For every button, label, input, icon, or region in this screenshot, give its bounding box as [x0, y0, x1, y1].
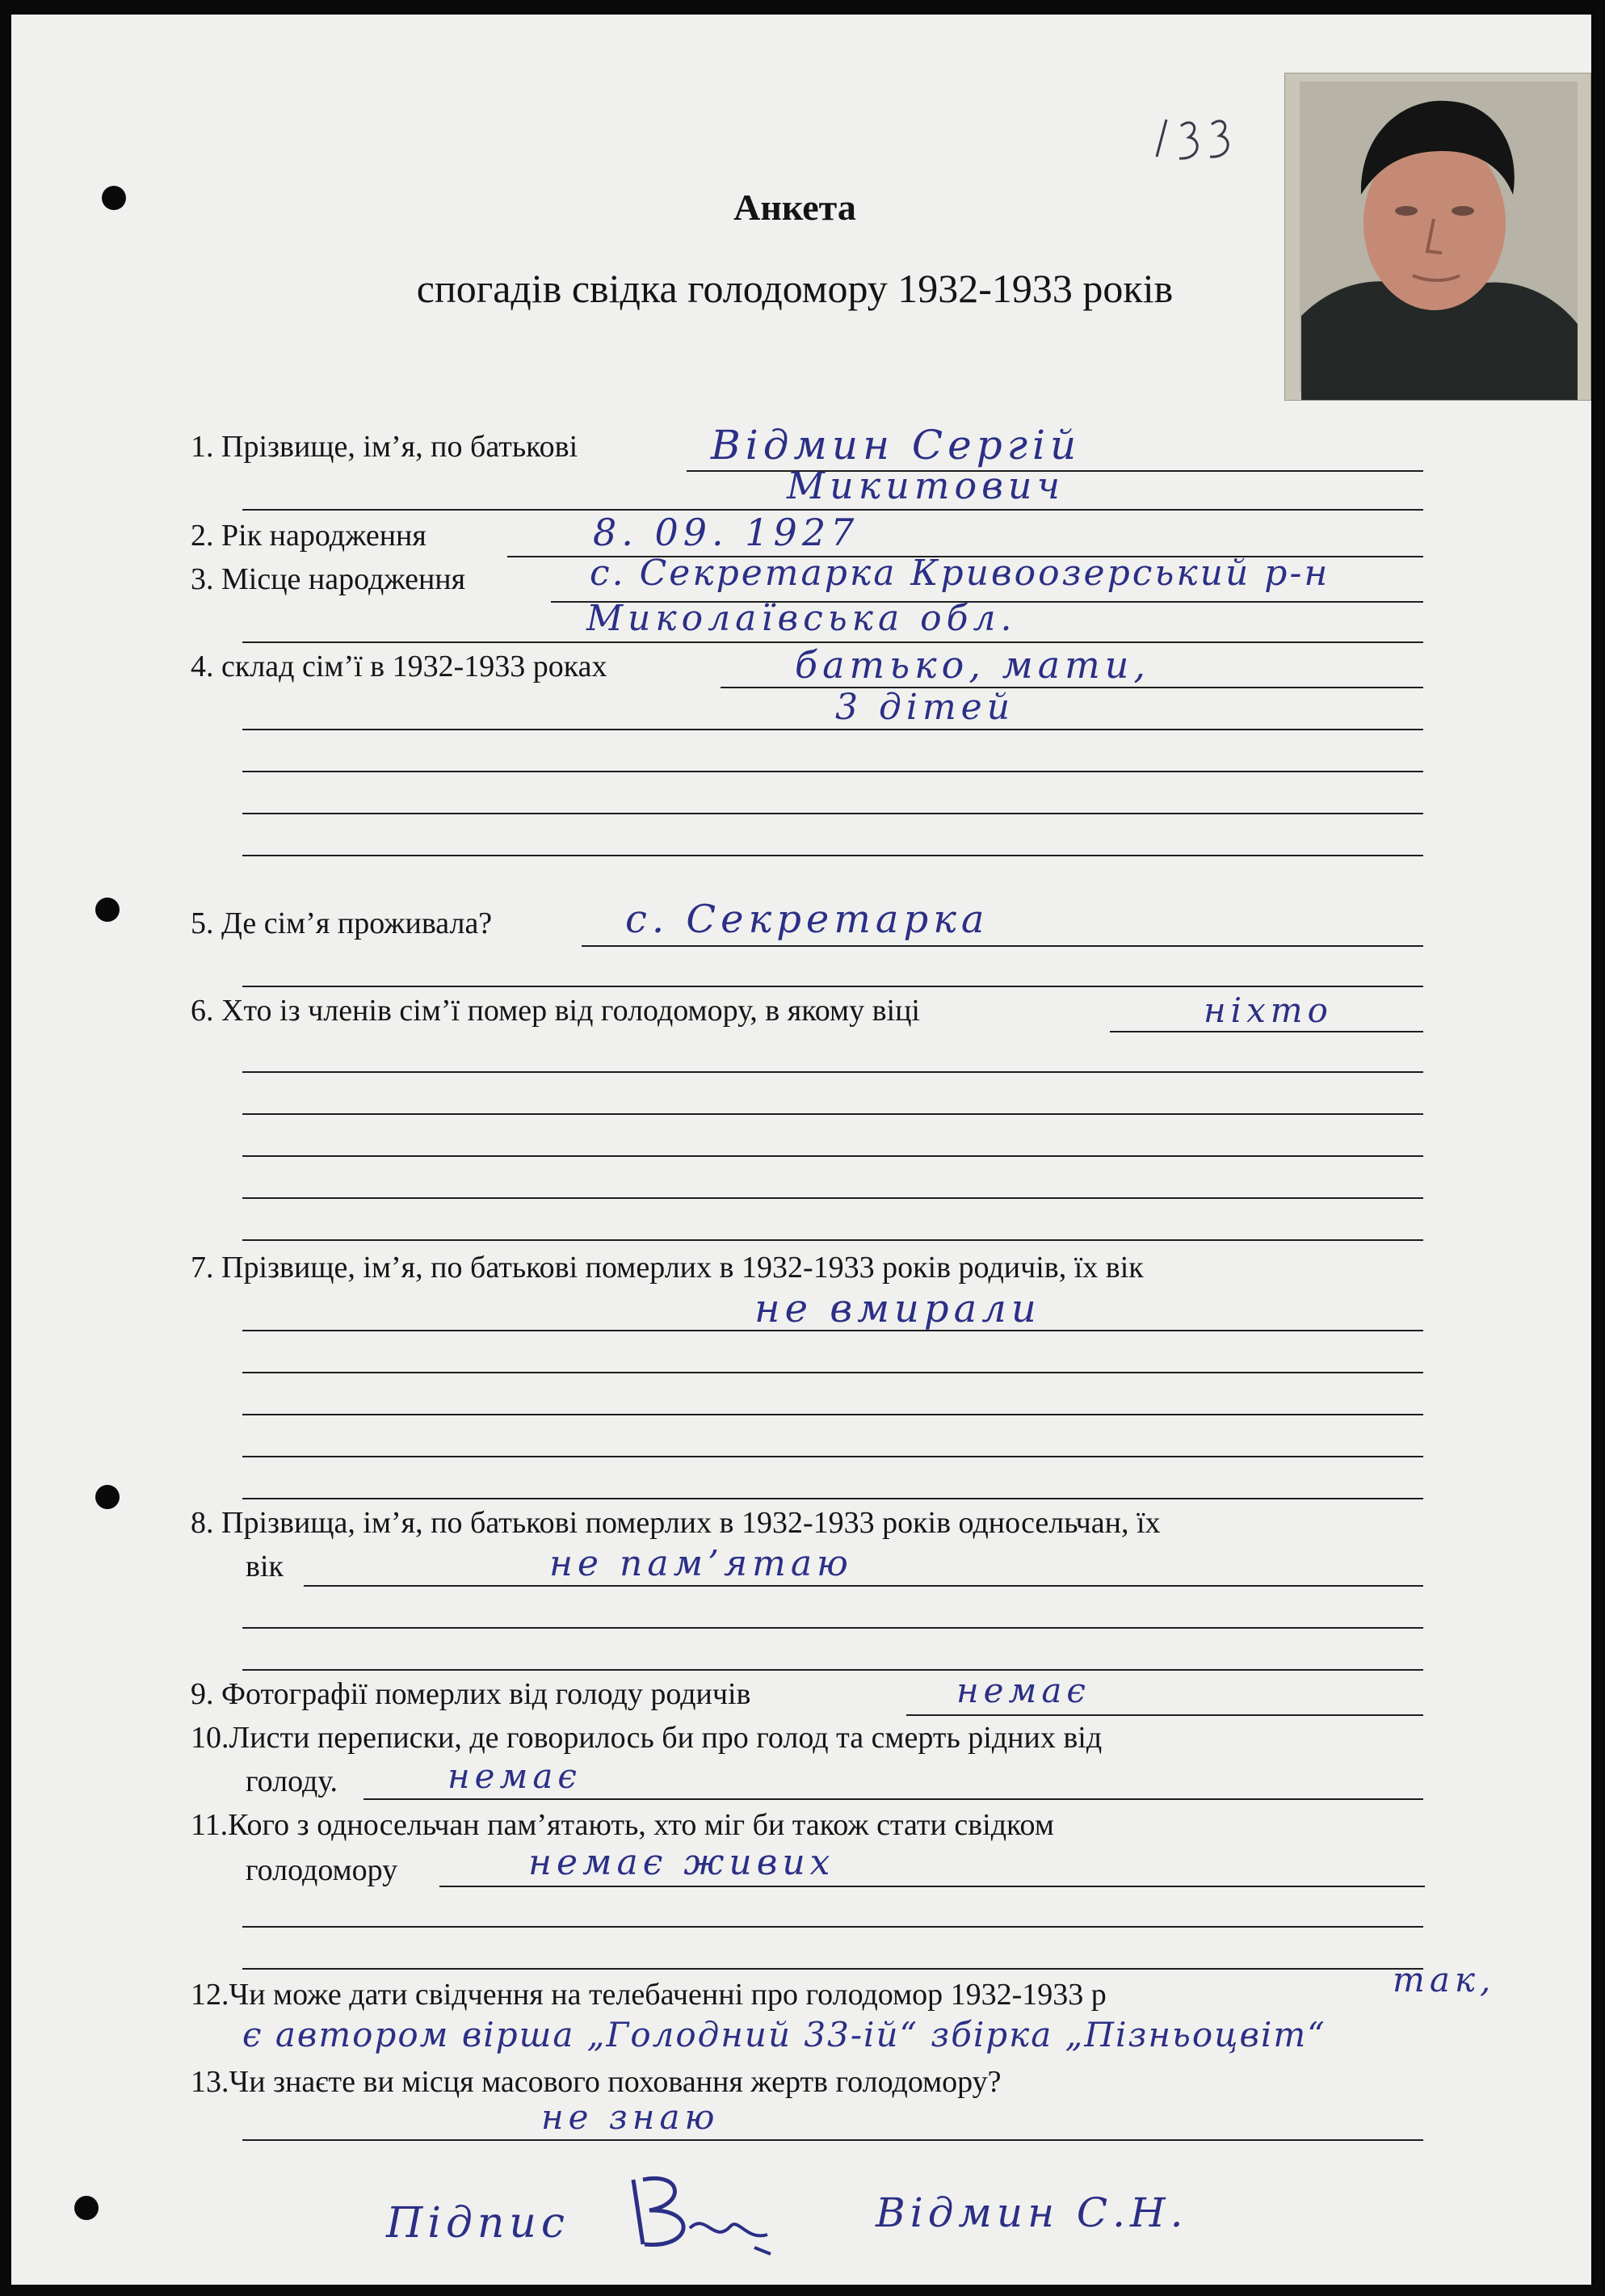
q11-label-cont: голодомору — [246, 1853, 398, 1887]
answer-line — [1110, 1031, 1423, 1032]
q3-label: 3. Місце народження — [191, 562, 466, 596]
answer-line — [242, 1071, 1423, 1073]
q6-label: 6. Хто із членів сім’ї помер від голодомору, в якому віці — [191, 994, 920, 1028]
form-subtitle: спогадів свідка голодомору 1932-1933 років — [416, 266, 1174, 311]
answer-line — [242, 1968, 1423, 1970]
q1-answer-1: Відмин Сергій — [711, 422, 1082, 469]
q13-answer: не знаю — [541, 2097, 720, 2137]
answer-line — [242, 1414, 1423, 1415]
q12-label: 12.Чи може дати свідчення на телебаченні про голодомор 1932-1933 р — [191, 1978, 1107, 2012]
q13-label: 13.Чи знаєте ви місця масового поховання жертв голодомору? — [191, 2065, 1002, 2099]
q12-answer-2: є автором вірша „Голодний 33-ій“ збірка „Пізньоцвіт“ — [242, 2015, 1326, 2054]
q12-answer-1: так, — [1393, 1960, 1496, 2000]
q4-answer-2: 3 дітей — [835, 687, 1015, 728]
punch-hole — [95, 1485, 120, 1509]
q7-label: 7. Прізвище, ім’я, по батькові померлих в 1932-1933 років родичів, їх вік — [191, 1251, 1144, 1285]
witness-photo — [1284, 73, 1591, 401]
answer-line — [721, 687, 1423, 688]
answer-line — [242, 1498, 1423, 1499]
q2-answer: 8. 09. 1927 — [593, 511, 859, 554]
answer-line — [242, 2139, 1423, 2141]
form-title: Анкета — [733, 187, 856, 228]
signature-mark — [609, 2164, 779, 2260]
answer-line — [906, 1714, 1423, 1716]
q4-answer-1: батько, мати, — [795, 643, 1151, 687]
q11-answer: немає живих — [528, 1842, 835, 1883]
q5-answer: с. Секретарка — [625, 897, 989, 942]
q10-label: 10.Листи переписки, де говорилось би про голод та смерть рідних від — [191, 1721, 1103, 1755]
answer-line — [242, 1669, 1423, 1671]
q8-answer: не пам’ятаю — [549, 1543, 853, 1584]
answer-line — [242, 771, 1423, 772]
file-number-handwritten — [1142, 110, 1247, 175]
q2-label: 2. Рік народження — [191, 519, 426, 553]
answer-line — [582, 945, 1423, 947]
q10-label-cont: голоду. — [246, 1764, 338, 1798]
q4-label: 4. склад сім’ї в 1932-1933 роках — [191, 650, 607, 683]
q6-answer: ніхто — [1204, 990, 1333, 1030]
q3-answer-2: Миколаївська обл. — [586, 598, 1017, 639]
q5-label: 5. Де сім’я проживала? — [191, 906, 493, 940]
answer-line — [242, 1627, 1423, 1629]
answer-line — [242, 1926, 1423, 1928]
q1-answer-2: Микитович — [787, 464, 1065, 507]
signature-name: Відмин С.Н. — [876, 2189, 1188, 2236]
answer-line — [439, 1886, 1425, 1887]
answer-line — [242, 986, 1423, 987]
answer-line — [242, 729, 1423, 730]
q3-answer-1: с. Секретарка Кривоозерський р-н — [590, 553, 1330, 594]
answer-line — [242, 1456, 1423, 1457]
answer-line — [242, 1239, 1423, 1241]
answer-line — [242, 1372, 1423, 1373]
answer-line — [242, 813, 1423, 814]
q9-answer: немає — [956, 1671, 1090, 1710]
q8-label-cont: вік — [246, 1550, 284, 1583]
q7-answer: не вмирали — [754, 1286, 1041, 1331]
q9-label: 9. Фотографії померлих від голоду родичів — [191, 1677, 751, 1711]
punch-hole — [95, 898, 120, 922]
answer-line — [242, 1113, 1423, 1115]
questionnaire-sheet — [11, 15, 1591, 2285]
punch-hole — [74, 2196, 99, 2220]
answer-line — [242, 1197, 1423, 1199]
answer-line — [363, 1798, 1423, 1800]
q10-answer: немає — [447, 1756, 582, 1796]
q1-label: 1. Прізвище, ім’я, по батькові — [191, 430, 578, 464]
q11-label: 11.Кого з односельчан пам’ятають, хто міг би також стати свідком — [191, 1808, 1054, 1842]
answer-line — [242, 855, 1423, 856]
answer-line — [304, 1585, 1423, 1587]
answer-line — [242, 1155, 1423, 1157]
signature-label: Підпис — [386, 2199, 570, 2248]
answer-line — [242, 1330, 1423, 1331]
q8-label: 8. Прізвища, ім’я, по батькові померлих в 1932-1933 років односельчан, їх — [191, 1506, 1161, 1540]
